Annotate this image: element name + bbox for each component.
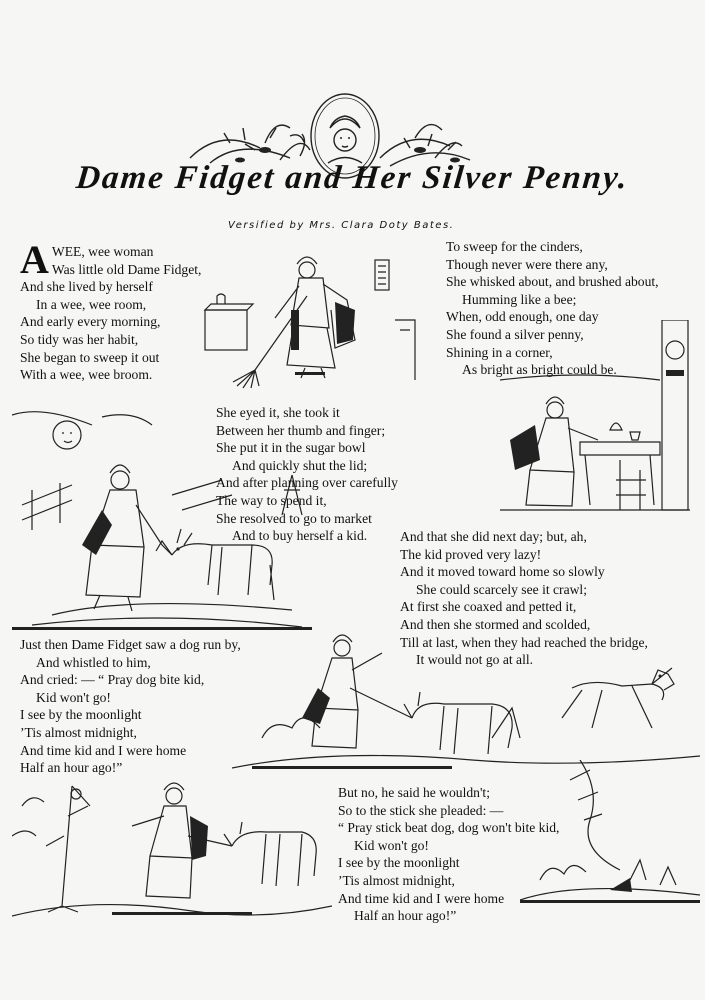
stanza-line: Just then Dame Fidget saw a dog run by, — [20, 637, 241, 652]
stanza-line: The way to spend it, — [216, 492, 327, 508]
stanza-line: ’Tis almost midnight, — [338, 872, 455, 888]
stanza-line: She resolved to go to market — [216, 510, 372, 526]
stanza-line: And early every morning, — [20, 314, 161, 330]
stanza-line: And quickly shut the lid; — [232, 457, 368, 473]
stanza-line: But no, he said he wouldn't; — [338, 785, 490, 800]
stanza-line: To sweep for the cinders, — [446, 239, 583, 254]
stanza-line: And cried: — “ Pray dog bite kid, — [20, 672, 205, 688]
drop-cap: A — [20, 237, 49, 282]
stanza-line: Between her thumb and finger; — [216, 422, 386, 438]
stanza-line: In a wee, wee room, — [36, 296, 147, 312]
stanza-line: With a wee, wee broom. — [20, 367, 153, 383]
stanza-line: And then she stormed and scolded, — [400, 616, 591, 632]
stanza-line: Shining in a corner, — [446, 344, 553, 360]
illustration-dame-at-table — [490, 320, 700, 520]
illustration-stick-dame-kid — [12, 776, 332, 926]
stanza-line: Till at last, when they had reached the bridge, — [400, 634, 648, 650]
illustration-bottom-scenery — [520, 760, 700, 920]
stanza-line: Though never were there any, — [446, 256, 608, 272]
stanza-line: “ Pray stick beat dog, dog won't bite kid, — [338, 820, 560, 836]
stanza-line: Was little old Dame Fidget, — [51, 261, 202, 277]
stanza-line: Humming like a bee; — [462, 291, 577, 307]
stanza-line: Half an hour ago!” — [354, 908, 457, 924]
stanza-line: She put it in the sugar bowl — [216, 440, 366, 456]
stanza-line: Kid won't go! — [36, 689, 111, 705]
illustration-dame-kid-dog — [232, 628, 700, 778]
stanza-line: I see by the moonlight — [20, 707, 142, 723]
stanza-line: And she lived by herself — [20, 279, 153, 295]
stanza-line: It would not go at all. — [416, 652, 534, 668]
stanza-line: And time kid and I were home — [20, 742, 187, 758]
stanza-line: So tidy was her habit, — [20, 331, 139, 347]
stanza-line: And time kid and I were home — [338, 890, 505, 906]
stanza-line: Half an hour ago!” — [20, 760, 123, 776]
stanza-line: And that she did next day; but, ah, — [400, 529, 587, 544]
stanza-line: And whistled to him, — [36, 654, 151, 670]
stanza-line: WEE, wee woman — [51, 244, 154, 259]
stanza-line: As bright as bright could be. — [462, 362, 617, 378]
stanza-line: She found a silver penny, — [446, 326, 584, 342]
stanza-line: She could scarcely see it crawl; — [416, 581, 587, 597]
stanza-line: The kid proved very lazy! — [400, 546, 542, 562]
stanza-line: When, odd enough, one day — [446, 309, 599, 325]
stanza-line: She whisked about, and brushed about, — [446, 274, 659, 290]
stanza-line: ’Tis almost midnight, — [20, 724, 137, 740]
poem-byline: Versified by Mrs. Clara Doty Bates. — [228, 220, 455, 231]
stanza-line: And after planning over carefully — [216, 475, 398, 491]
stanza-line: She began to sweep it out — [20, 349, 160, 365]
stanza-line: So to the stick she pleaded: — — [338, 802, 504, 818]
stanza-line: She eyed it, she took it — [216, 405, 340, 420]
stanza-line: Kid won't go! — [354, 837, 429, 853]
stanza-line: At first she coaxed and petted it, — [400, 599, 577, 615]
stanza-3 — [216, 404, 398, 545]
illustration-dame-sweeping — [195, 240, 440, 390]
stanza-5 — [20, 636, 241, 777]
stanza-line: And it moved toward home so slowly — [400, 564, 605, 580]
stanza-line: And to buy herself a kid. — [232, 528, 368, 544]
poem-title: Dame Fidget and Her Silver Penny. — [74, 160, 631, 196]
stanza-1 — [20, 237, 202, 384]
stanza-line: I see by the moonlight — [338, 855, 460, 871]
